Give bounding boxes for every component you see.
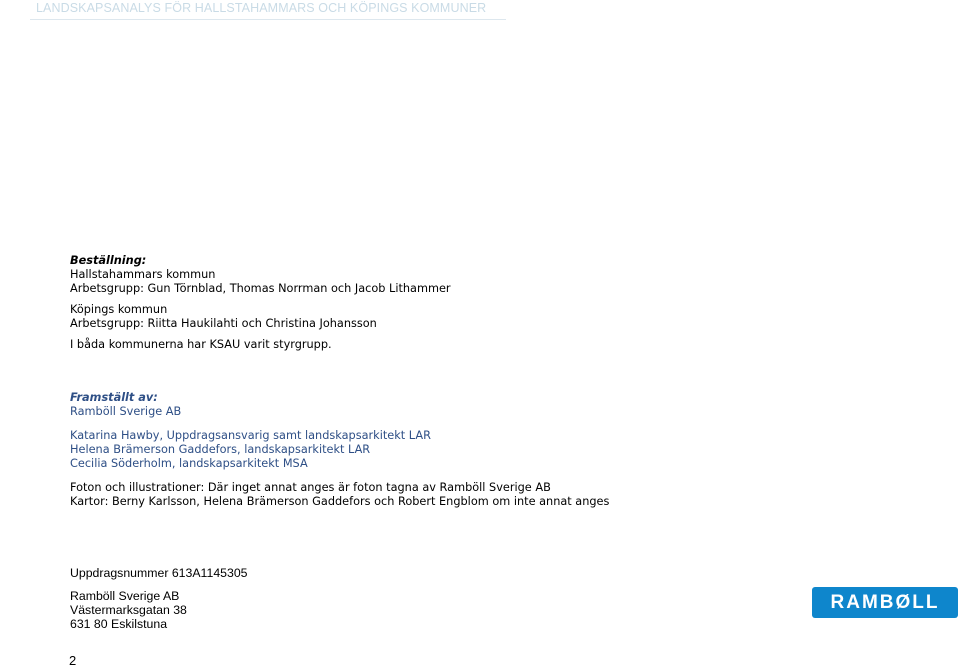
logo-text: RAMBØLL xyxy=(830,591,940,613)
address-line: Ramböll Sverige AB xyxy=(70,589,180,603)
address-line: 631 80 Eskilstuna xyxy=(70,617,168,631)
order-section xyxy=(70,254,451,352)
order-line: Köpings kommun xyxy=(70,303,168,316)
credits-section xyxy=(70,481,609,509)
credit-line: Foton och illustrationer: Där inget annat anges är foton tagna av Ramböll Sverige AB xyxy=(70,481,551,494)
address-line: Västermarksgatan 38 xyxy=(70,603,187,617)
staff-line: Katarina Hawby, Uppdragsansvarig samt landskapsarkitekt LAR xyxy=(70,429,431,442)
produced-heading: Framställt av: xyxy=(70,391,158,404)
produced-section xyxy=(70,391,431,481)
page-number: 2 xyxy=(69,653,77,668)
ramboll-logo xyxy=(812,587,958,618)
footer-section xyxy=(70,566,248,631)
credit-line: Kartor: Berny Karlsson, Helena Brämerson Gaddefors och Robert Engblom om inte annat anges xyxy=(70,495,610,508)
order-line: Hallstahammars kommun xyxy=(70,268,216,281)
staff-line: Cecilia Söderholm, landskapsarkitekt MSA xyxy=(70,457,308,470)
order-line: Arbetsgrupp: Gun Törnblad, Thomas Norrman och Jacob Lithammer xyxy=(70,282,451,295)
running-header: LANDSKAPSANALYS FÖR HALLSTAHAMMARS OCH KÖPINGS KOMMUNER xyxy=(36,1,487,15)
order-heading: Beställning: xyxy=(70,254,147,267)
produced-company: Ramböll Sverige AB xyxy=(70,405,182,418)
assignment-number: Uppdragsnummer 613A1145305 xyxy=(70,566,248,580)
staff-line: Helena Brämerson Gaddefors, landskapsarkitekt LAR xyxy=(70,443,371,456)
header-divider xyxy=(30,19,506,20)
order-line: I båda kommunerna har KSAU varit styrgrupp. xyxy=(70,338,332,351)
order-line: Arbetsgrupp: Riitta Haukilahti och Christina Johansson xyxy=(70,317,377,330)
